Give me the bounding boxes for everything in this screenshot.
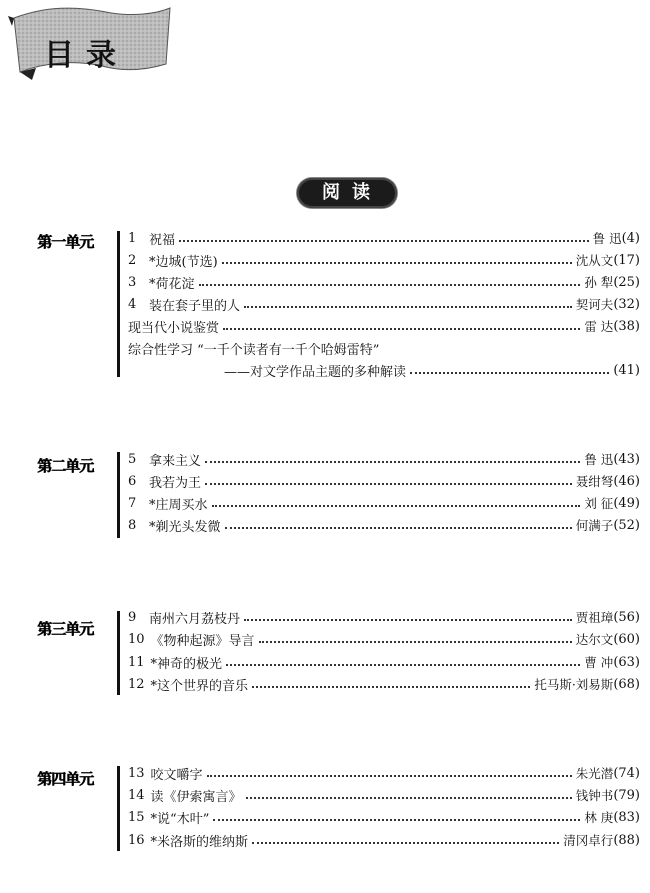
entry-page: (88)	[613, 832, 640, 848]
entry-number: 16	[128, 832, 145, 848]
toc-entry[interactable]	[128, 785, 640, 805]
toc-entry[interactable]	[128, 338, 640, 358]
entry-page: (43)	[613, 451, 640, 467]
entry-author: 孙 犁	[584, 275, 614, 290]
entry-page: (60)	[613, 631, 640, 647]
entry-page: (41)	[613, 362, 640, 378]
entry-number: 9	[128, 609, 137, 625]
toc-entry[interactable]	[128, 272, 640, 292]
entry-author: 鲁 迅	[584, 452, 614, 467]
unit-divider-2	[117, 452, 120, 538]
header-banner	[6, 4, 174, 84]
dot-leader	[207, 775, 572, 777]
entry-page: (38)	[613, 318, 640, 334]
entry-author: 托马斯·刘易斯	[534, 677, 614, 692]
dot-leader	[226, 664, 580, 666]
entry-title: *荷花淀	[149, 276, 195, 292]
entry-title: 现当代小说鉴赏	[128, 320, 220, 336]
toc-entry[interactable]	[128, 807, 640, 827]
entry-author: 刘 征	[584, 496, 614, 511]
entry-author: 曹 冲	[584, 655, 614, 670]
entry-title: 读《伊索寓言》	[150, 789, 242, 805]
dot-leader	[213, 819, 580, 821]
entry-number: 2	[128, 252, 137, 268]
entry-number: 3	[128, 274, 137, 290]
entry-page: (25)	[613, 274, 640, 290]
dot-leader	[252, 686, 530, 688]
dot-leader	[244, 306, 572, 308]
entry-page: (32)	[613, 296, 640, 312]
dot-leader	[246, 797, 572, 799]
entry-page: (63)	[613, 654, 640, 670]
page-title: 目录	[44, 38, 128, 73]
entry-title: *这个世界的音乐	[150, 678, 249, 694]
entry-page: (68)	[613, 676, 640, 692]
unit-label-4: 第四单元	[37, 770, 94, 788]
entry-author: 贾祖璋	[575, 610, 614, 625]
unit-divider-3	[117, 611, 120, 695]
unit-label-3: 第三单元	[37, 620, 94, 638]
entry-page: (17)	[613, 252, 640, 268]
entry-title: *说“木叶”	[150, 811, 210, 827]
dot-leader	[205, 483, 572, 485]
entry-page: (52)	[613, 517, 640, 533]
toc-entry[interactable]	[128, 515, 640, 535]
unit-divider-1	[117, 231, 120, 377]
dot-leader	[259, 641, 572, 643]
entry-author: 朱光潜	[575, 766, 614, 781]
entry-number: 8	[128, 517, 137, 533]
dot-leader	[225, 527, 572, 529]
entry-page: (56)	[613, 609, 640, 625]
entry-title: *剃光头发微	[149, 519, 221, 535]
entry-author: 达尔文	[575, 632, 614, 647]
entry-author: 沈从文	[575, 253, 614, 268]
entry-page: (83)	[613, 809, 640, 825]
entry-author: 清冈卓行	[563, 833, 614, 848]
dot-leader	[222, 262, 572, 264]
dot-leader	[410, 372, 609, 374]
unit-divider-4	[117, 766, 120, 851]
entry-number: 4	[128, 296, 137, 312]
toc-entry[interactable]	[128, 629, 640, 649]
entry-number: 10	[128, 631, 145, 647]
entry-title: *米洛斯的维纳斯	[150, 834, 249, 850]
entry-page: (4)	[621, 230, 640, 246]
entry-number: 11	[128, 654, 145, 670]
entry-page: (79)	[613, 787, 640, 803]
entry-author: 聂绀弩	[575, 474, 614, 489]
entry-number: 1	[128, 230, 137, 246]
toc-entry[interactable]	[128, 250, 640, 270]
dot-leader	[205, 461, 580, 463]
entry-number: 14	[128, 787, 145, 803]
toc-entry[interactable]	[128, 316, 640, 336]
entry-title: 《物种起源》导言	[150, 633, 255, 649]
toc-entry[interactable]	[128, 228, 640, 248]
entry-page: (46)	[613, 473, 640, 489]
entry-number: 7	[128, 495, 137, 511]
dot-leader	[179, 240, 589, 242]
entry-number: 15	[128, 809, 145, 825]
entry-title: 装在套子里的人	[149, 298, 241, 314]
section-label: 阅读	[297, 178, 397, 208]
toc-entry[interactable]	[128, 830, 640, 850]
dot-leader	[223, 328, 580, 330]
entry-number: 6	[128, 473, 137, 489]
entry-title: *边城(节选)	[149, 254, 218, 270]
entry-title: *神奇的极光	[150, 656, 223, 672]
dot-leader	[199, 284, 581, 286]
entry-author: 钱钟书	[575, 788, 614, 803]
dot-leader	[244, 619, 572, 621]
entry-title: 拿来主义	[149, 453, 202, 469]
entry-number: 12	[128, 676, 145, 692]
entry-author: 鲁 迅	[592, 231, 622, 246]
toc-entry[interactable]	[128, 652, 640, 672]
entry-title: 祝福	[149, 232, 176, 248]
toc-entry-subtitle[interactable]	[224, 360, 640, 380]
entry-author: 雷 达	[584, 319, 614, 334]
entry-title: *庄周买水	[149, 497, 208, 513]
unit-label-1: 第一单元	[37, 233, 94, 251]
entry-number: 5	[128, 451, 137, 467]
entry-subtitle: ——对文学作品主题的多种解读	[224, 364, 407, 380]
entry-author: 契诃夫	[575, 297, 614, 312]
dot-leader	[212, 505, 581, 507]
toc-entry[interactable]	[128, 471, 640, 491]
entry-page: (74)	[613, 765, 640, 781]
entry-page: (49)	[613, 495, 640, 511]
unit-label-2: 第二单元	[37, 457, 94, 475]
toc-entry[interactable]	[128, 674, 640, 694]
entry-title: 咬文嚼字	[150, 767, 203, 783]
dot-leader	[252, 842, 559, 844]
entry-title: 我若为王	[149, 475, 202, 491]
entry-author: 林 庚	[584, 810, 614, 825]
toc-entry[interactable]	[128, 763, 640, 783]
toc-entry[interactable]	[128, 493, 640, 513]
entry-number: 13	[128, 765, 145, 781]
entry-title: 综合性学习 “一千个读者有一千个哈姆雷特”	[128, 342, 380, 358]
toc-entry[interactable]	[128, 294, 640, 314]
toc-entry[interactable]	[128, 449, 640, 469]
toc-entry[interactable]	[128, 607, 640, 627]
entry-title: 南州六月荔枝丹	[149, 611, 241, 627]
entry-author: 何满子	[575, 518, 614, 533]
